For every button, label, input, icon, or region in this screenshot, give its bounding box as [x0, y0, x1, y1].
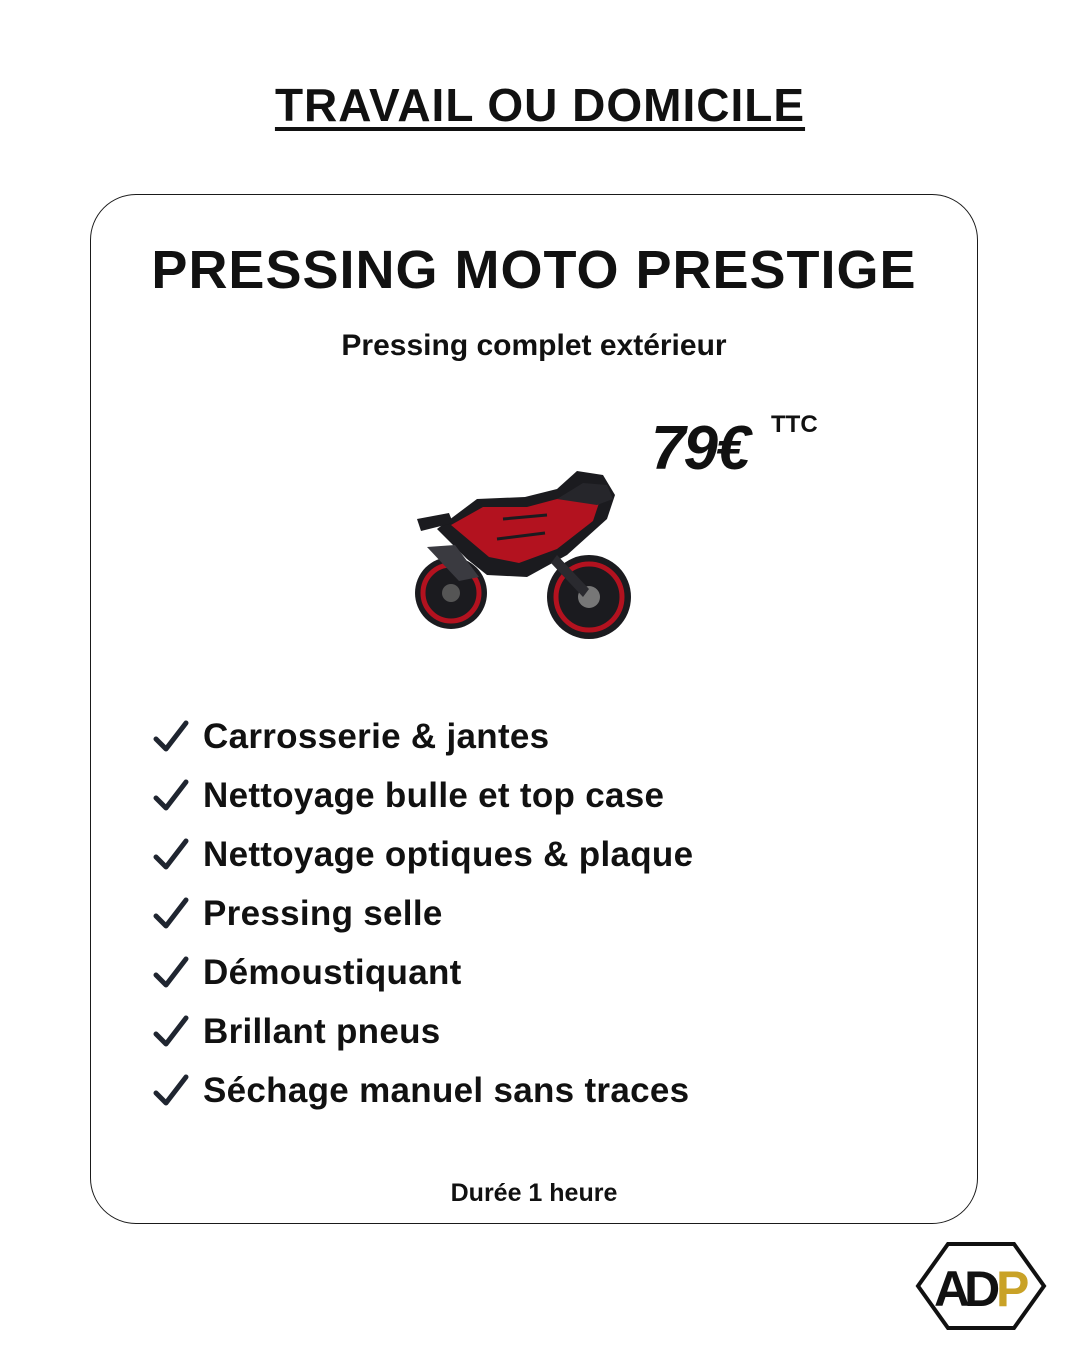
price-suffix: TTC: [771, 411, 818, 438]
svg-text:P: P: [996, 1261, 1030, 1317]
page-headline: [0, 78, 1080, 132]
duration-text: Durée 1 heure: [450, 1179, 618, 1207]
feature-label: Nettoyage bulle et top case: [203, 775, 665, 815]
service-card: [90, 194, 978, 1224]
checkmark-icon: [151, 1071, 191, 1111]
feature-list: [151, 707, 693, 1120]
checkmark-icon: [151, 894, 191, 934]
feature-item: [151, 825, 693, 884]
feature-item: [151, 707, 693, 766]
feature-item: [151, 1061, 693, 1120]
motorcycle-image: [407, 459, 639, 649]
service-title: PRESSING MOTO PRESTIGE: [151, 240, 917, 300]
checkmark-icon: [151, 835, 191, 875]
service-subtitle: Pressing complet extérieur: [341, 329, 727, 362]
feature-item: [151, 884, 693, 943]
feature-label: Séchage manuel sans traces: [203, 1070, 690, 1110]
feature-label: Brillant pneus: [203, 1011, 441, 1051]
svg-text:AD: AD: [934, 1261, 995, 1317]
feature-label: Démoustiquant: [203, 952, 462, 992]
checkmark-icon: [151, 717, 191, 757]
adp-logo: [914, 1240, 1048, 1332]
checkmark-icon: [151, 776, 191, 816]
checkmark-icon: [151, 1012, 191, 1052]
feature-label: Nettoyage optiques & plaque: [203, 834, 694, 874]
feature-label: Pressing selle: [203, 893, 443, 933]
price: 79€: [651, 414, 749, 483]
feature-item: [151, 766, 693, 825]
headline-text: TRAVAIL OU DOMICILE: [274, 79, 806, 131]
feature-item: [151, 1002, 693, 1061]
feature-label: Carrosserie & jantes: [203, 716, 550, 756]
checkmark-icon: [151, 953, 191, 993]
feature-item: [151, 943, 693, 1002]
